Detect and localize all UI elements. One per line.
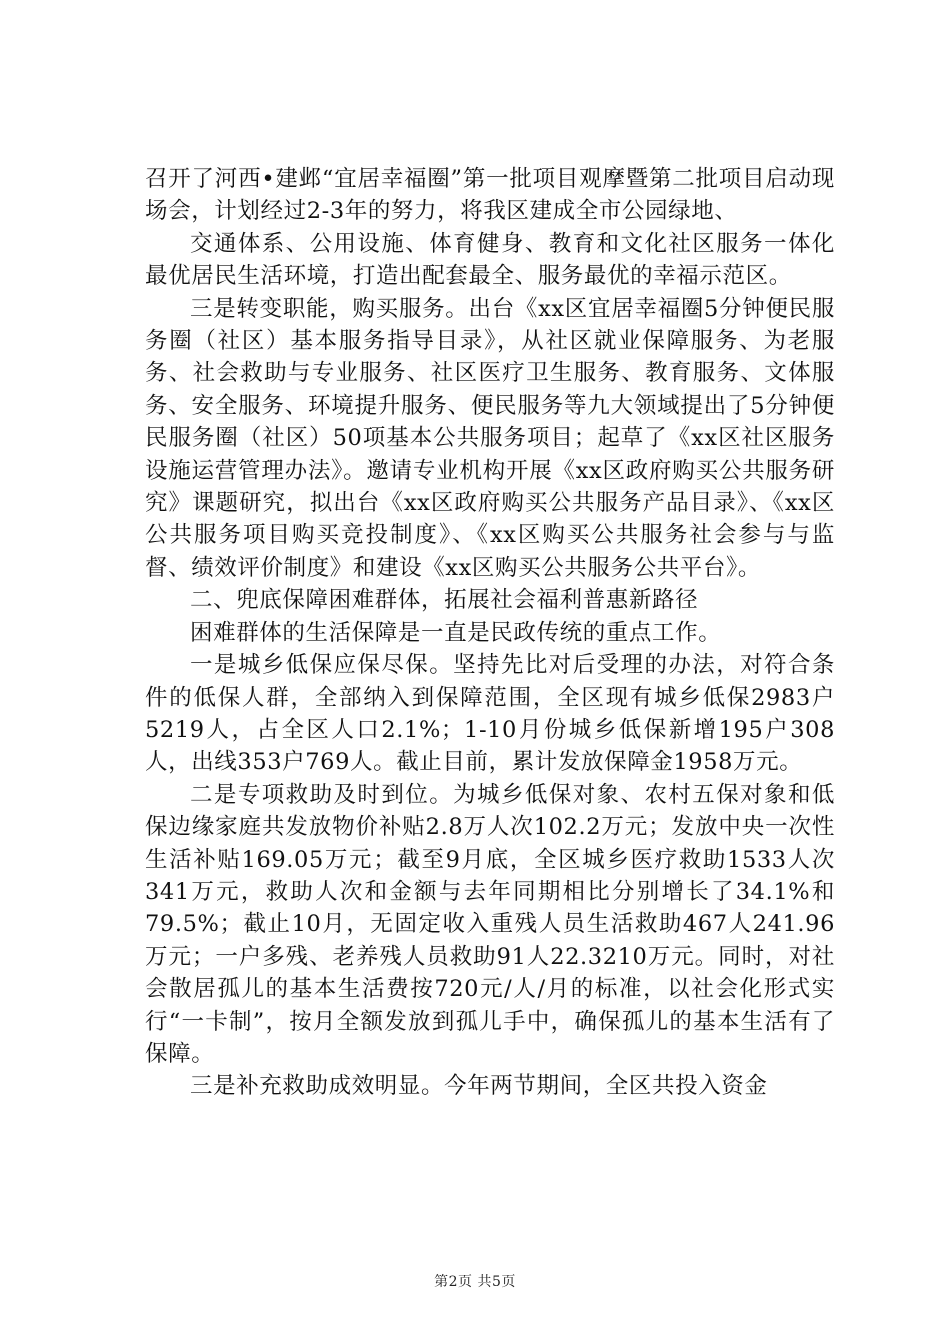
paragraph: 三是补充救助成效明显。今年两节期间，全区共投入资金 (190, 1073, 768, 1100)
paragraph: 一是城乡低保应保尽保。坚持先比对后受理的办法，对符合条件的低保人群，全部纳入到保障范围，全区现有城乡低保2983户5219人，占全区人口2.1%；1-10月份城乡低保新增195户308人，出线353户769人。截止目前，累计发放保障金1958万元。 (145, 652, 835, 776)
paragraph: 二是专项救助及时到位。为城乡低保对象、农村五保对象和低保边缘家庭共发放物价补贴2.8万人次102.2万元；发放中央一次性生活补贴169.05万元；截至9月底，全区城乡医疗救助1533人次341万元，救助人次和金额与去年同期相比分别增长了34.1%和79.5%；截止10月，无固定收入重残人员生活救助467人241.96万元；一户多残、老养残人员救助91人22.3210万元。同时，对社会散居孤儿的基本生活费按720元/人/月的标准，以社会化形式实行“一卡制”，按月全额发放到孤儿手中，确保孤儿的基本生活有了保障。 (145, 781, 835, 1067)
paragraph: 困难群体的生活保障是一直是民政传统的重点工作。 (190, 619, 722, 646)
section-heading: 二、兜底保障困难群体，拓展社会福利普惠新路径 (190, 587, 699, 614)
paragraph: 交通体系、公用设施、体育健身、教育和文化社区服务一体化最优居民生活环境，打造出配套最全、服务最优的幸福示范区。 (145, 230, 835, 290)
paragraph: 三是转变职能，购买服务。出台《xx区宜居幸福圈5分钟便民服务圈（社区）基本服务指导目录》，从社区就业保障服务、为老服务、社会救助与专业服务、社区医疗卫生服务、教育服务、文体服务、安全服务、环境提升服务、便民服务等九大领域提出了5分钟便民服务圈（社区）50项基本公共服务项目；起草了《xx区社区服务设施运营管理办法》。邀请专业机构开展《xx区政府购买公共服务研究》课题研究，拟出台《xx区政府购买公共服务产品目录》、《xx区公共服务项目购买竞投制度》、《xx区购买公共服务社会参与与监督、绩效评价制度》和建设《xx区购买公共服务公共平台》。 (145, 295, 835, 581)
paragraph-continuation: 召开了河西•建邺“宜居幸福圈”第一批项目观摩暨第二批项目启动现场会，计划经过2-3年的努力，将我区建成全市公园绿地、 (145, 166, 835, 225)
page-number-footer: 第2页 共5页 (434, 1274, 516, 1290)
document-body (145, 163, 835, 1103)
